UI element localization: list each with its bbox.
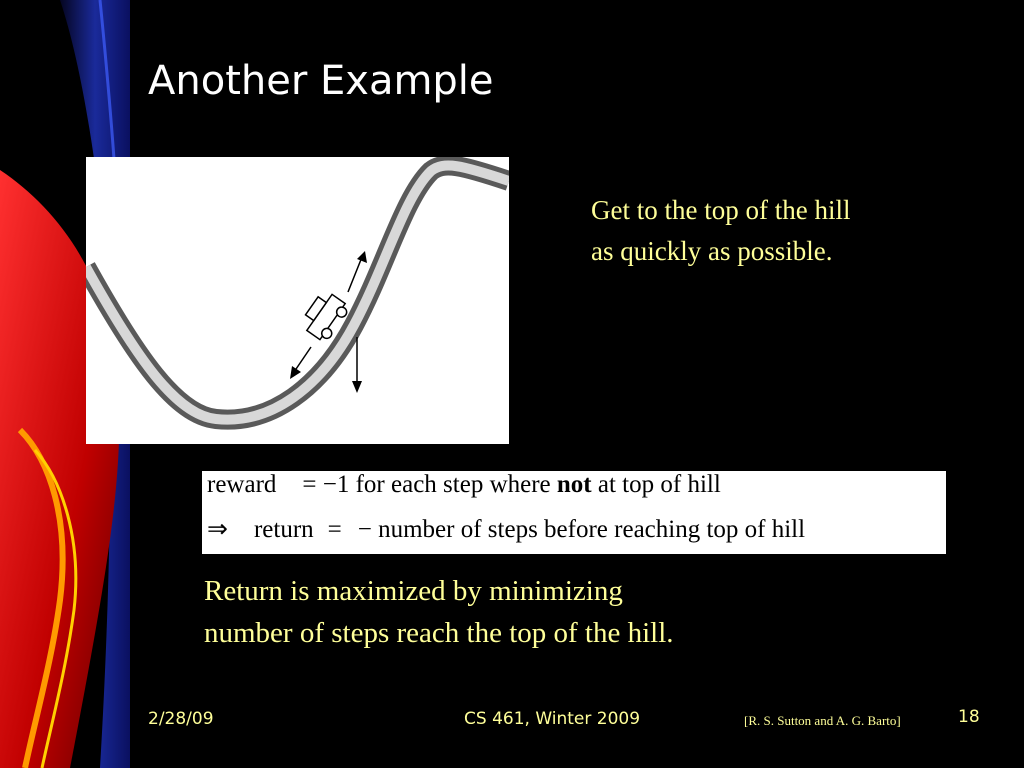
footer-page-number: 18 bbox=[958, 707, 980, 727]
conclusion-line-1: Return is maximized by minimizing bbox=[204, 575, 623, 607]
reward-formula-box bbox=[202, 471, 946, 554]
formula-return-equals: = bbox=[327, 516, 342, 543]
formula-reward-definition: = −1 for each step where bbox=[302, 471, 551, 498]
formula-return-definition: − number of steps before reaching top of hill bbox=[357, 516, 806, 543]
footer-citation: [R. S. Sutton and A. G. Barto] bbox=[744, 713, 901, 728]
footer-date: 2/28/09 bbox=[148, 709, 214, 729]
footer-course: CS 461, Winter 2009 bbox=[464, 709, 641, 729]
reward-formula-line bbox=[207, 471, 721, 499]
goal-line-1: Get to the top of the hill bbox=[591, 195, 851, 225]
implies-arrow-icon: ⇒ bbox=[207, 516, 228, 543]
formula-not-emphasis: not bbox=[556, 471, 592, 498]
goal-text bbox=[591, 190, 850, 272]
conclusion-text bbox=[204, 570, 674, 654]
slide-title: Another Example bbox=[148, 58, 494, 104]
formula-return-label: return bbox=[253, 516, 314, 543]
mountain-car-diagram bbox=[86, 157, 509, 444]
return-formula-line bbox=[207, 514, 805, 544]
conclusion-line-2: number of steps reach the top of the hill. bbox=[204, 617, 674, 649]
goal-line-2: as quickly as possible. bbox=[591, 236, 833, 266]
formula-reward-label: reward bbox=[207, 471, 277, 498]
formula-reward-condition: at top of hill bbox=[597, 471, 721, 498]
